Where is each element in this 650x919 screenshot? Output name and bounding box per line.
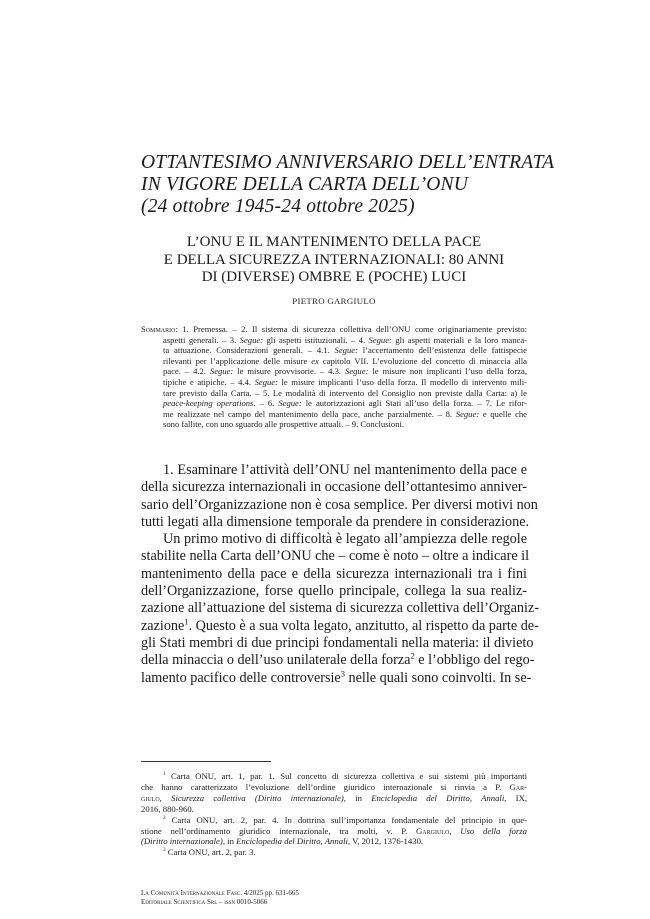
footnote-ref[interactable]: 1 [184, 615, 189, 626]
summary-line: tipiche e atipiche. – 4.4. Segue: le misure implicanti l’uso della forza. Il modello di intervento mili- [163, 376, 527, 387]
summary-line: aspetti generali. – 3. Segue: gli aspetti istituzionali. – 4. Segue: gli aspetti materiali e la loro manca- [163, 334, 527, 345]
body-line: lamento pacifico delle controversie$^3$ nelle quali sono coinvolti. In se- [141, 667, 532, 686]
footnotes [141, 771, 527, 858]
article-title [141, 234, 527, 287]
body-line: zazione$^1$. Questo è a sua volta legato, anzitutto, al rispetto da parte de- [141, 615, 539, 634]
body-line: tutti legati alla dimensione temporale da prendere in considerazione. [141, 513, 530, 530]
summary-label: Sommario: [141, 324, 178, 334]
body-line: 1. Esaminare l’attività dell’ONU nel mantenimento della pace e [163, 462, 527, 478]
footnote-line: 2016, 880-960. [141, 803, 194, 814]
article-title-line: DI (DIVERSE) OMBRE E (POCHE) LUCI [201, 269, 467, 285]
body-line: Un primo motivo di difficoltà è legato all’ampiezza delle regole [163, 531, 527, 548]
footnote-line: $^1$ Carta ONU, art. 1, par. 1. Sul concetto di sicurezza collettiva e sui sistemi più importanti [163, 771, 527, 781]
body-line: dell’Organizzazione, forse quello principale, collega la sua realiz- [141, 583, 527, 600]
body-line: stabilite nella Carta dell’ONU che – come è noto – oltre a indicare il [141, 548, 530, 565]
body-line: gli Stati membri di due principi fondamentali nella materia: il divieto [141, 634, 534, 651]
footnote-line: $^3$ Carta ONU, art. 2, par. 3. [163, 847, 256, 858]
footnote-number: 3 [163, 847, 166, 854]
article-title-line: E DELLA SICUREZZA INTERNAZIONALI: 80 ANNI [163, 251, 505, 268]
journal-info [141, 889, 527, 907]
summary-line: Sommario: 1. Premessa. – 2. Il sistema di sicurezza collettiva dell’ONU come originariamente previsto: [141, 324, 527, 334]
summary-line: rilevanti per l’applicazione delle misure ex capitolo VII. L’evoluzione del concetto di minaccia alla [163, 355, 527, 366]
footnote-line: giulo, Sicurezza collettiva (Diritto internazionale), in Enciclopedia del Diritto, Annali, IX, [141, 792, 528, 803]
body-line: mantenimento della pace e della sicurezza internazionali tra i fini [141, 565, 527, 582]
summary-line: ta attuazione. Considerazioni generali. – 4.1. Segue: l’accertamento dell’esistenza delle fattispecie [163, 345, 527, 356]
summary-line: tare previsto dalla Carta. – 5. Le modalità di intervento del Consiglio non previste dalla Carta: a) le [163, 387, 527, 398]
footnote-ref[interactable]: 2 [410, 650, 415, 661]
footnote-divider [141, 761, 271, 762]
section-title-line: IN VIGORE DELLA CARTA DELL’ONU [141, 174, 469, 195]
body-text [141, 462, 539, 687]
body-line: zazione all’attuazione del sistema di sicurezza collettiva dell’Organiz- [141, 600, 539, 617]
footnote-line: $^2$ Carta ONU, art. 2, par. 4. In dottrina sull’importanza fondamentale del principio in que- [163, 814, 527, 825]
article-title-line: L’ONU E IL MANTENIMENTO DELLA PACE [186, 234, 482, 250]
summary-line: sono fallite, con uno sguardo alle prospettive attuali. – 9. Conclusioni. [163, 419, 405, 430]
footnote-line: che hanno caratterizzato l’evoluzione dell’ordine giuridico internazionale si rinvia a P. Gar- [141, 781, 527, 792]
summary-line: peace-keeping operations. – 6. Segue: le autorizzazioni agli Stati all’uso della forza. – 7. Le rifor- [163, 398, 527, 409]
summary [141, 324, 527, 430]
section-title [141, 152, 561, 218]
footnote-number: 1 [163, 771, 166, 778]
footnote-ref[interactable]: 3 [340, 667, 345, 678]
section-title-line: OTTANTESIMO ANNIVERSARIO DELL’ENTRATA [141, 152, 555, 173]
footnote-line: (Diritto internazionale), in Enciclopedia del Diritto, Annali, V, 2012, 1376-1430. [141, 836, 424, 847]
journal-line: La Comunità Internazionale Fasc. 4/2025 pp. 631-665 [141, 889, 299, 897]
author-name: PIETRO GARGIULO [292, 296, 376, 306]
journal-line: Editoriale Scientifica Srl – issn 0010-5066 [141, 898, 268, 906]
body-line: sario dell’Organizzazione non è cosa semplice. Per diversi motivi non [141, 496, 538, 513]
body-line: della minaccia o dell’uso unilaterale della forza$^2$ e l’obbligo del rego- [141, 650, 535, 669]
summary-line: me realizzate nel campo del mantenimento della pace, anche parzialmente. – 8. Segue: e quelle che [163, 408, 527, 419]
footnote-line: stione nell’ordinamento giuridico internazionale, tra molti, v. P. Gargiulo, Uso della forza [141, 825, 527, 836]
summary-line: pace. – 4.2. Segue: le misure provvisorie. – 4.3. Segue: le misure non implicanti l’uso della forza, [163, 366, 527, 377]
body-line: della sicurezza internazionali in occasione dell’ottantesimo anniver- [141, 479, 527, 496]
section-title-line: (24 ottobre 1945-24 ottobre 2025) [141, 196, 415, 217]
footnote-number: 2 [163, 814, 166, 821]
